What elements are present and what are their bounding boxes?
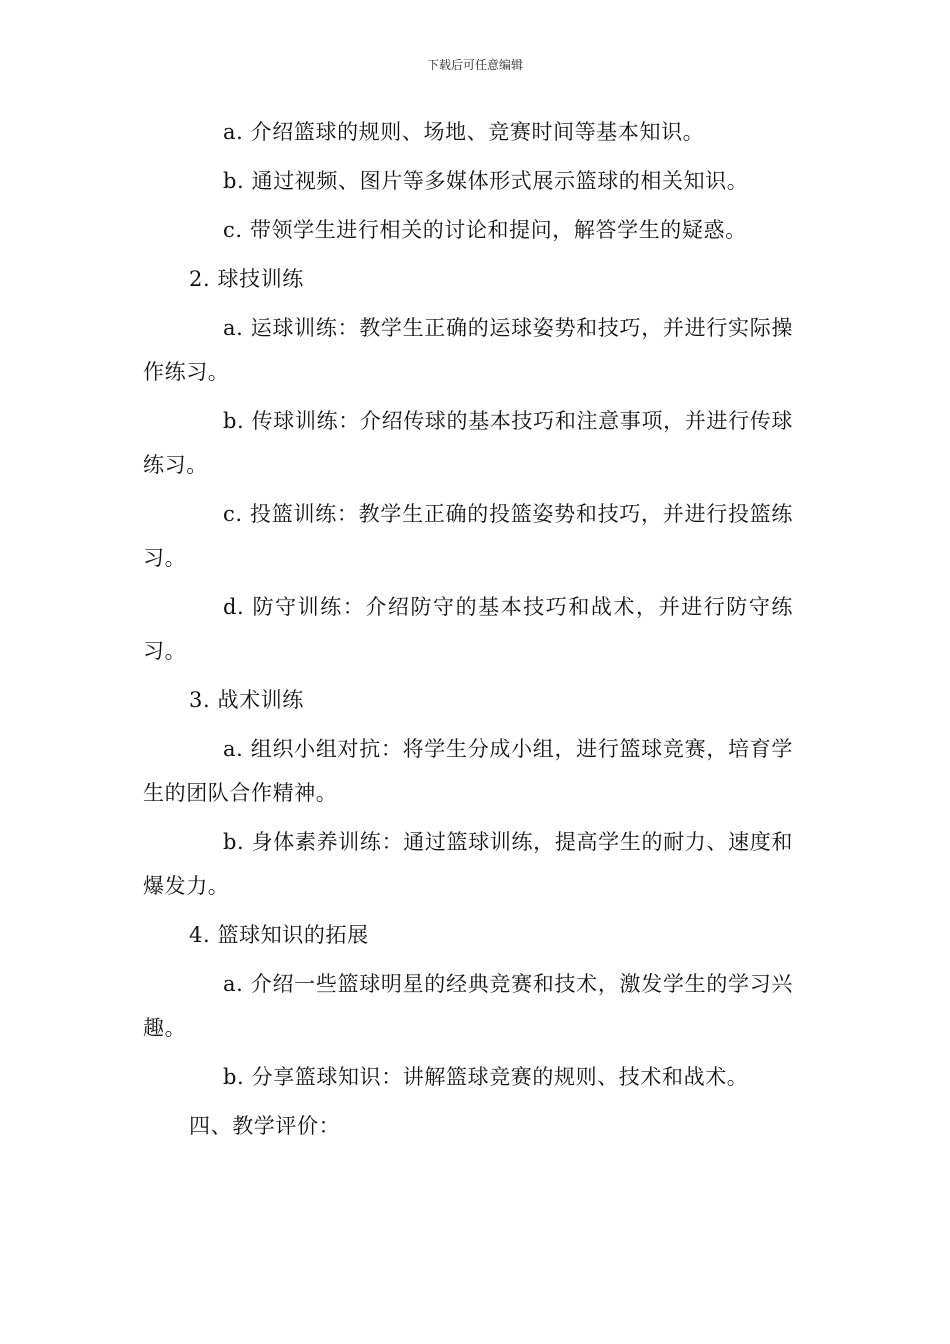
paragraph-item: a. 运球训练：教学生正确的运球姿势和技巧，并进行实际操作练习。 bbox=[143, 316, 793, 384]
paragraph-item: b. 分享篮球知识：讲解篮球竞赛的规则、技术和战术。 bbox=[223, 1065, 749, 1089]
document-body bbox=[143, 110, 793, 1153]
section-heading: 4. 篮球知识的拓展 bbox=[189, 923, 369, 947]
paragraph-item: d. 防守训练：介绍防守的基本技巧和战术，并进行防守练习。 bbox=[143, 595, 793, 663]
paragraph-item: b. 通过视频、图片等多媒体形式展示篮球的相关知识。 bbox=[223, 169, 749, 193]
paragraph-item: a. 介绍篮球的规则、场地、竞赛时间等基本知识。 bbox=[223, 120, 705, 144]
paragraph-item: a. 组织小组对抗：将学生分成小组，进行篮球竞赛，培育学生的团队合作精神。 bbox=[143, 737, 793, 805]
paragraph-item: a. 介绍一些篮球明星的经典竞赛和技术，激发学生的学习兴趣。 bbox=[143, 972, 793, 1040]
page-header-note: 下载后可任意编辑 bbox=[426, 58, 523, 72]
paragraph-item: c. 带领学生进行相关的讨论和提问，解答学生的疑惑。 bbox=[223, 218, 747, 242]
paragraph-item: b. 传球训练：介绍传球的基本技巧和注意事项，并进行传球练习。 bbox=[143, 409, 793, 477]
paragraph-item: b. 身体素养训练：通过篮球训练，提高学生的耐力、速度和爆发力。 bbox=[143, 830, 793, 898]
section-heading: 四、教学评价： bbox=[189, 1114, 341, 1138]
paragraph-item: c. 投篮训练：教学生正确的投篮姿势和技巧，并进行投篮练习。 bbox=[143, 502, 793, 570]
section-heading: 2. 球技训练 bbox=[189, 267, 304, 291]
section-heading: 3. 战术训练 bbox=[189, 688, 304, 712]
